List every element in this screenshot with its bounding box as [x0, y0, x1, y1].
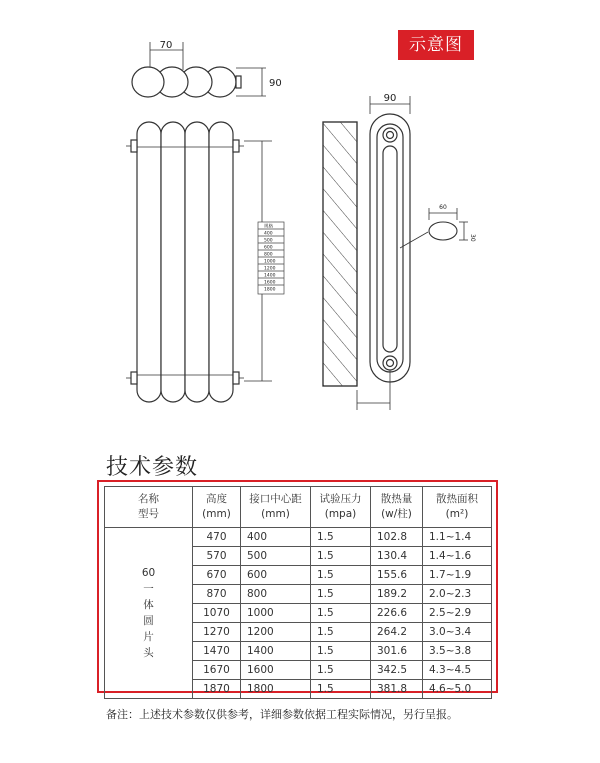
cell-center: 1800 [241, 680, 311, 699]
cell-center: 1200 [241, 623, 311, 642]
spec-table-frame [97, 480, 498, 693]
header-heat-area: 散热面积 (m²) [423, 487, 492, 528]
cell-area: 3.5~3.8 [423, 642, 492, 661]
cell-center: 400 [241, 528, 311, 547]
cell-area: 1.7~1.9 [423, 566, 492, 585]
header-center-distance: 接口中心距 (mm) [241, 487, 311, 528]
cell-area: 2.5~2.9 [423, 604, 492, 623]
cell-heat: 102.8 [371, 528, 423, 547]
cell-heat: 264.2 [371, 623, 423, 642]
height-spec-value: 500 [264, 238, 273, 244]
cell-height: 670 [193, 566, 241, 585]
dim-oval-width: 60 [439, 204, 447, 211]
cell-area: 1.1~1.4 [423, 528, 492, 547]
footnote: 备注：上述技术参数仅供参考，详细参数依据工程实际情况，另行呈报。 [106, 708, 458, 721]
height-spec-value: 1000 [264, 259, 276, 265]
cell-pressure: 1.5 [311, 623, 371, 642]
cell-height: 1070 [193, 604, 241, 623]
oval-section [429, 208, 468, 240]
cell-center: 800 [241, 585, 311, 604]
dim-oval-height: 30 [469, 234, 476, 242]
cell-height: 1470 [193, 642, 241, 661]
diagram-badge: 示意图 [398, 30, 474, 60]
cell-pressure: 1.5 [311, 585, 371, 604]
spec-table [104, 486, 492, 699]
cell-area: 4.3~4.5 [423, 661, 492, 680]
cell-heat: 189.2 [371, 585, 423, 604]
cell-heat: 226.6 [371, 604, 423, 623]
height-spec-value: 800 [264, 252, 273, 258]
header-test-pressure: 试验压力 (mpa) [311, 487, 371, 528]
cell-height: 470 [193, 528, 241, 547]
height-spec-label: 规格 [264, 224, 273, 230]
cell-pressure: 1.5 [311, 604, 371, 623]
top-view [132, 42, 266, 97]
header-model: 名称 型号 [105, 487, 193, 528]
cell-center: 1600 [241, 661, 311, 680]
cell-area: 3.0~3.4 [423, 623, 492, 642]
header-height: 高度 (mm) [193, 487, 241, 528]
height-spec-value: 1400 [264, 273, 276, 279]
dim-depth-top: 90 [269, 78, 282, 89]
table-row [105, 528, 492, 547]
cell-pressure: 1.5 [311, 566, 371, 585]
height-spec-value: 1200 [264, 266, 276, 272]
cell-area: 1.4~1.6 [423, 547, 492, 566]
cell-area: 4.6~5.0 [423, 680, 492, 699]
dim-side-width: 90 [383, 93, 397, 104]
section-title: 技术参数 [106, 455, 199, 480]
cell-heat: 381.8 [371, 680, 423, 699]
cell-pressure: 1.5 [311, 528, 371, 547]
cell-height: 1270 [193, 623, 241, 642]
model-name-cell: 60 一 体 圆 片 头 [105, 528, 193, 699]
cell-center: 500 [241, 547, 311, 566]
cell-area: 2.0~2.3 [423, 585, 492, 604]
cell-pressure: 1.5 [311, 547, 371, 566]
dim-column-pitch: 70 [159, 40, 173, 51]
header-heat-output: 散热量 (w/柱) [371, 487, 423, 528]
cell-heat: 342.5 [371, 661, 423, 680]
side-view [323, 96, 428, 410]
cell-heat: 130.4 [371, 547, 423, 566]
cell-center: 1000 [241, 604, 311, 623]
height-spec-value: 1600 [264, 280, 276, 286]
height-spec-value: 1800 [264, 287, 276, 293]
cell-height: 870 [193, 585, 241, 604]
cell-heat: 155.6 [371, 566, 423, 585]
cell-pressure: 1.5 [311, 642, 371, 661]
cell-pressure: 1.5 [311, 680, 371, 699]
cell-height: 1870 [193, 680, 241, 699]
cell-center: 1400 [241, 642, 311, 661]
cell-center: 600 [241, 566, 311, 585]
cell-height: 1670 [193, 661, 241, 680]
table-header-row [105, 487, 492, 528]
height-spec-value: 400 [264, 231, 273, 237]
cell-pressure: 1.5 [311, 661, 371, 680]
front-view [126, 122, 272, 402]
height-spec-value: 600 [264, 245, 273, 251]
cell-heat: 301.6 [371, 642, 423, 661]
cell-height: 570 [193, 547, 241, 566]
